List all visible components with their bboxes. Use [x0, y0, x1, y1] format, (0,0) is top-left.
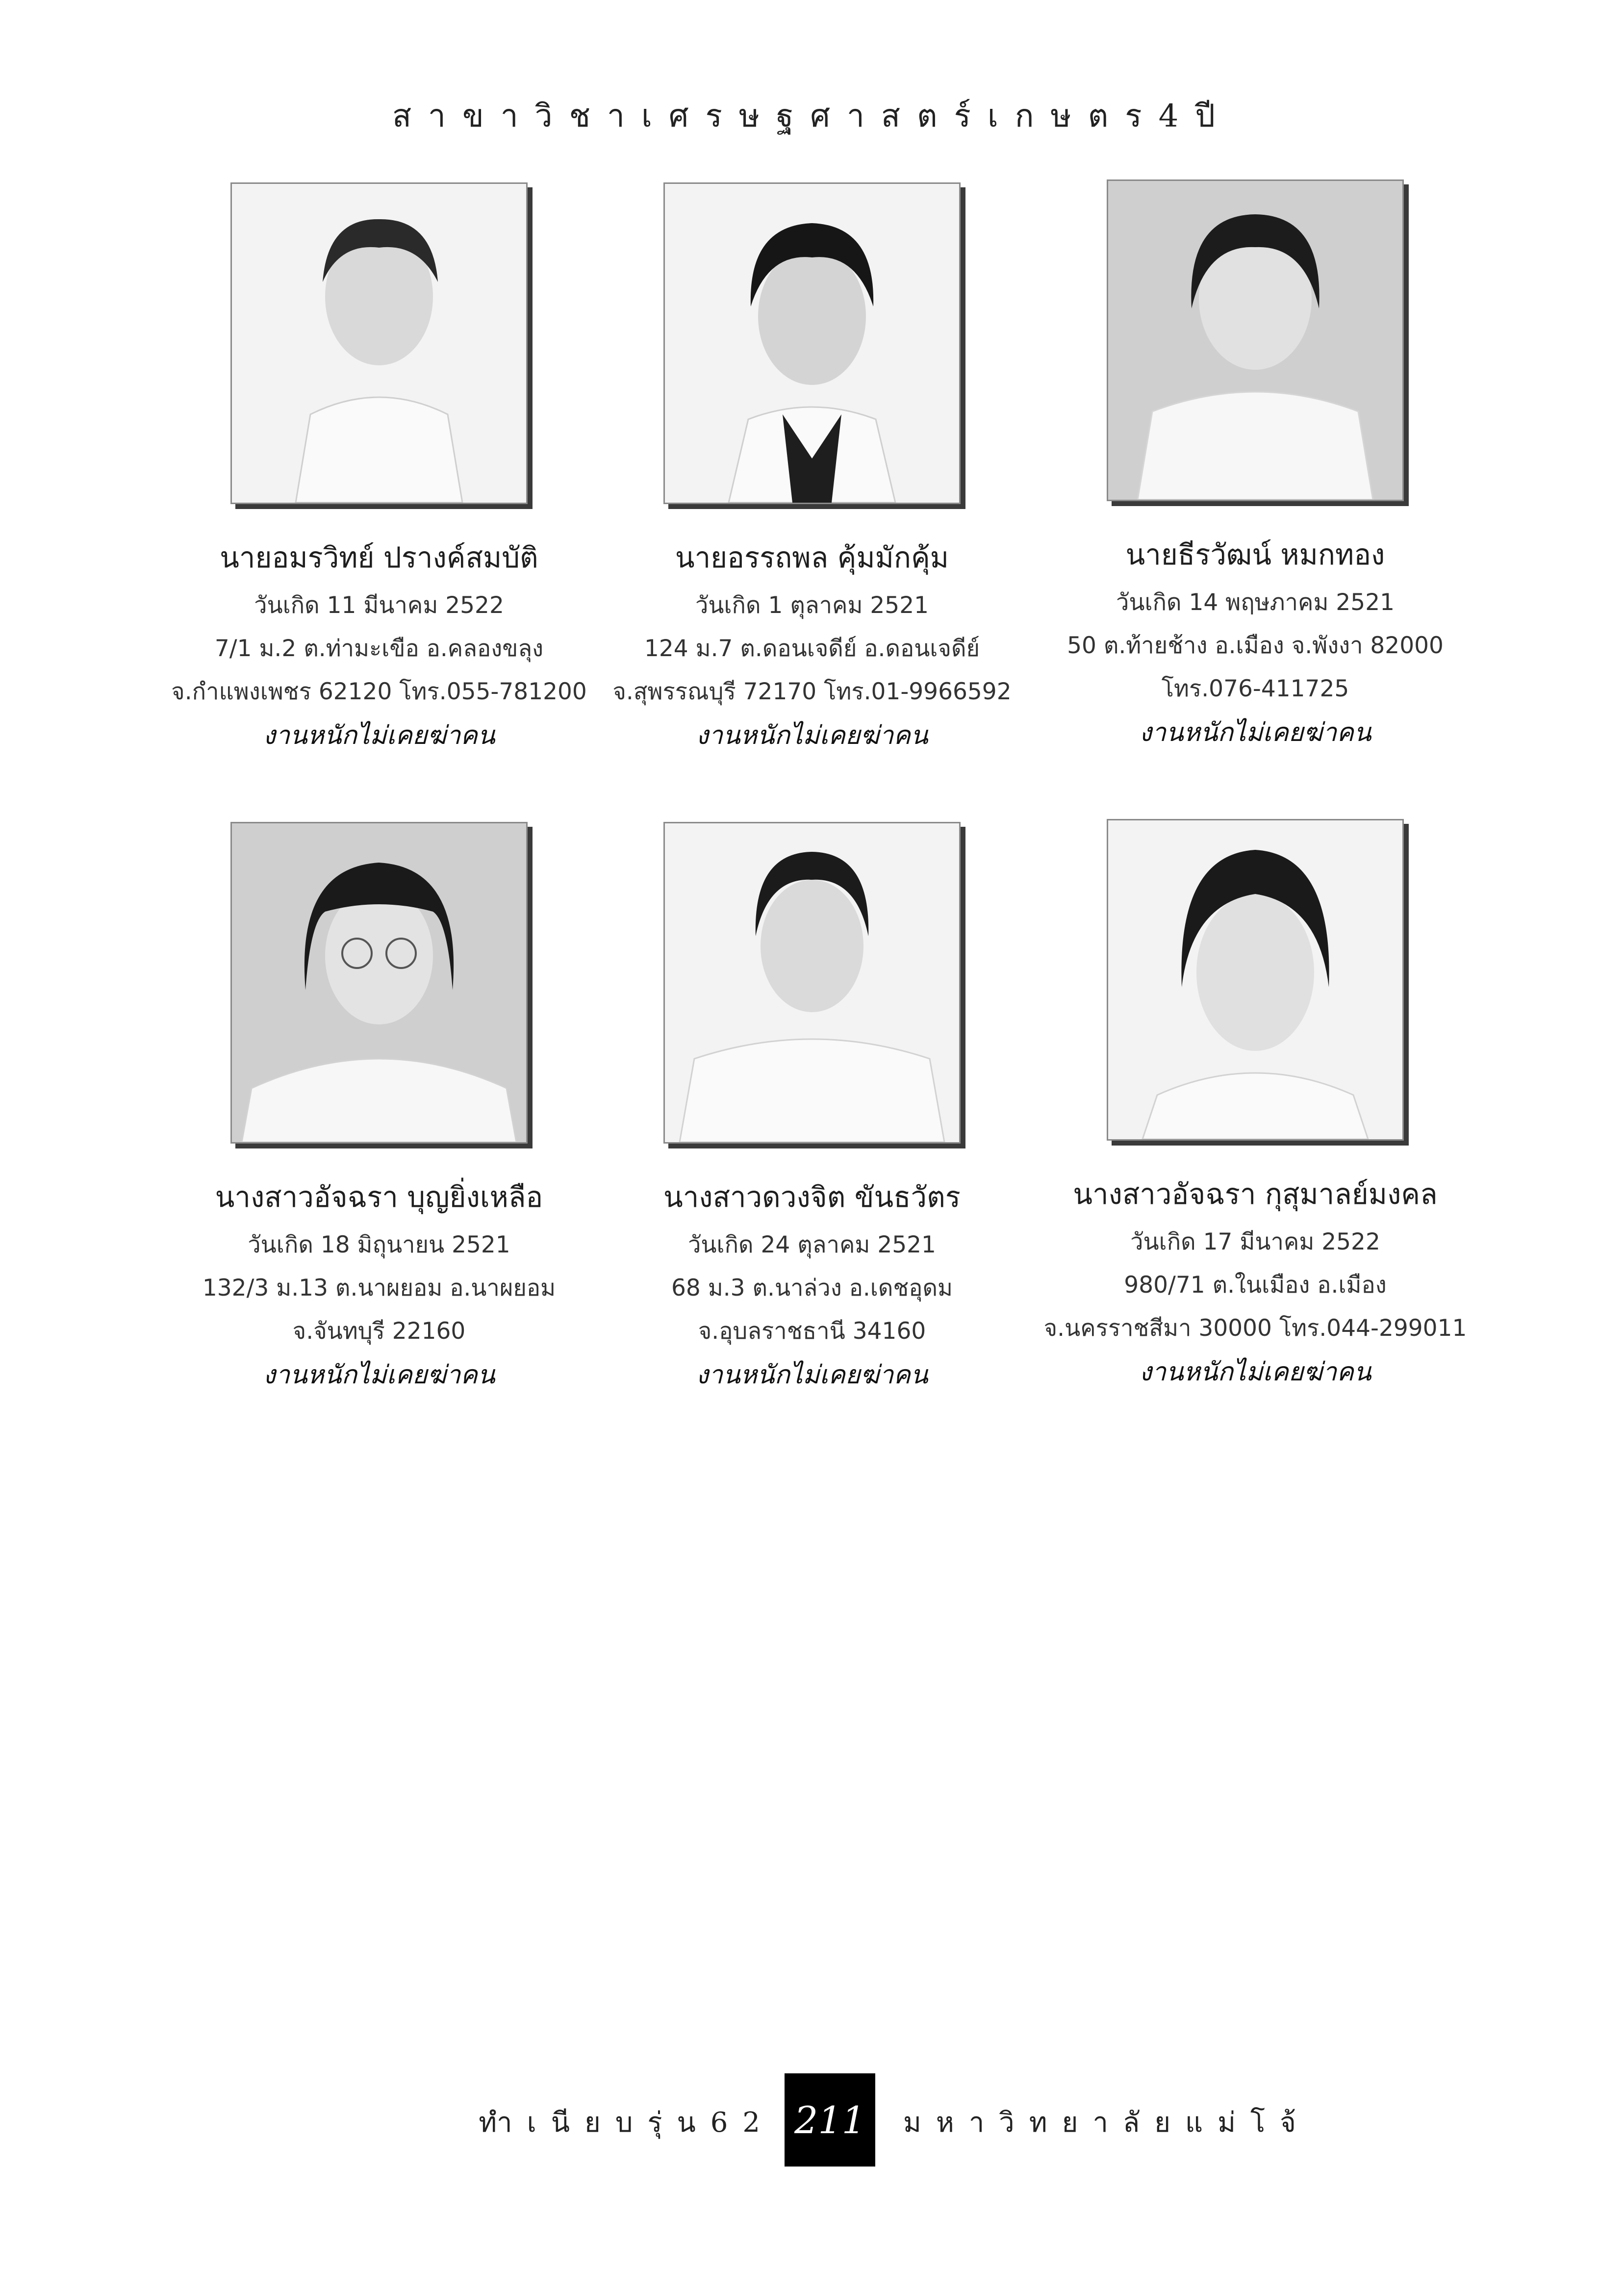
student-motto: งานหนักไม่เคยฆ่าคน — [1139, 1357, 1371, 1387]
footer-university-name: มหาวิทยาลัยแม่โจ้ — [903, 2107, 1311, 2139]
student-birthdate: วันเกิด 18 มิถุนายน 2521 — [248, 1231, 510, 1258]
student-name: นายอรรถพล คุ้มมักคุ้ม — [675, 541, 949, 574]
student-name: นายอมรวิทย์ ปรางค์สมบัติ — [220, 541, 538, 574]
student-motto: งานหนักไม่เคยฆ่าคน — [696, 1360, 928, 1390]
student-address-line1: 7/1 ม.2 ต.ท่ามะเขือ อ.คลองขลุง — [214, 635, 544, 662]
student-photo — [663, 182, 961, 504]
footer-yearbook-title: ทำเนียบรุ่น62 — [479, 2107, 775, 2139]
student-address-line1: 68 ม.3 ต.นาล่วง อ.เดชอุดม — [671, 1275, 953, 1301]
student-motto: งานหนักไม่เคยฆ่าคน — [696, 721, 928, 750]
student-motto: งานหนักไม่เคยฆ่าคน — [1139, 718, 1371, 747]
student-card — [144, 182, 614, 758]
student-name: นางสาวอัจฉรา บุญยิ่งเหลือ — [215, 1180, 543, 1214]
section-title: สาขาวิชาเศรษฐศาสตร์เกษตร4ปี — [392, 98, 1232, 134]
student-birthdate: วันเกิด 14 พฤษภาคม 2521 — [1116, 589, 1395, 616]
student-card — [144, 822, 614, 1397]
student-address-line1: 980/71 ต.ในเมือง อ.เมือง — [1124, 1272, 1387, 1299]
portrait-placeholder — [665, 823, 959, 1142]
portrait-placeholder — [665, 184, 959, 503]
student-birthdate: วันเกิด 17 มีนาคม 2522 — [1130, 1228, 1380, 1255]
student-address-line2: จ.กำแพงเพชร 62120 โทร.055-781200 — [171, 678, 587, 705]
student-motto: งานหนักไม่เคยฆ่าคน — [263, 721, 495, 750]
student-photo — [1107, 179, 1404, 501]
page-number: 211 — [785, 2073, 875, 2167]
student-address-line2: จ.อุบลราชธานี 34160 — [698, 1318, 926, 1345]
portrait-placeholder — [232, 184, 526, 503]
student-photo — [663, 822, 961, 1144]
portrait-placeholder — [1108, 181, 1402, 500]
student-name: นางสาวดวงจิต ขันธวัตร — [663, 1180, 961, 1214]
student-birthdate: วันเกิด 1 ตุลาคม 2521 — [695, 592, 929, 619]
student-address-line2: จ.นครราชสีมา 30000 โทร.044-299011 — [1043, 1315, 1467, 1342]
student-name: นายธีรวัฒน์ หมกทอง — [1125, 538, 1385, 571]
student-address-line2: โทร.076-411725 — [1161, 675, 1349, 702]
student-card — [577, 822, 1047, 1397]
student-card — [1020, 819, 1491, 1394]
page-footer — [0, 2073, 1624, 2167]
student-address-line1: 50 ต.ท้ายช้าง อ.เมือง จ.พังงา 82000 — [1067, 632, 1444, 659]
student-birthdate: วันเกิด 24 ตุลาคม 2521 — [688, 1231, 936, 1258]
student-photo — [1107, 819, 1404, 1141]
student-photo — [230, 822, 528, 1144]
student-photo — [230, 182, 528, 504]
student-motto: งานหนักไม่เคยฆ่าคน — [263, 1360, 495, 1390]
student-card — [1020, 179, 1491, 755]
student-birthdate: วันเกิด 11 มีนาคม 2522 — [254, 592, 504, 619]
student-address-line1: 132/3 ม.13 ต.นาผยอม อ.นาผยอม — [202, 1275, 556, 1301]
student-address-line2: จ.สุพรรณบุรี 72170 โทร.01-9966592 — [612, 678, 1012, 705]
student-address-line1: 124 ม.7 ต.ดอนเจดีย์ อ.ดอนเจดีย์ — [644, 635, 980, 662]
portrait-placeholder — [1108, 820, 1402, 1139]
student-address-line2: จ.จันทบุรี 22160 — [292, 1318, 466, 1345]
portrait-placeholder — [232, 823, 526, 1142]
student-card — [577, 182, 1047, 758]
student-name: นางสาวอัจฉรา กุสุมาลย์มงคล — [1073, 1177, 1438, 1211]
